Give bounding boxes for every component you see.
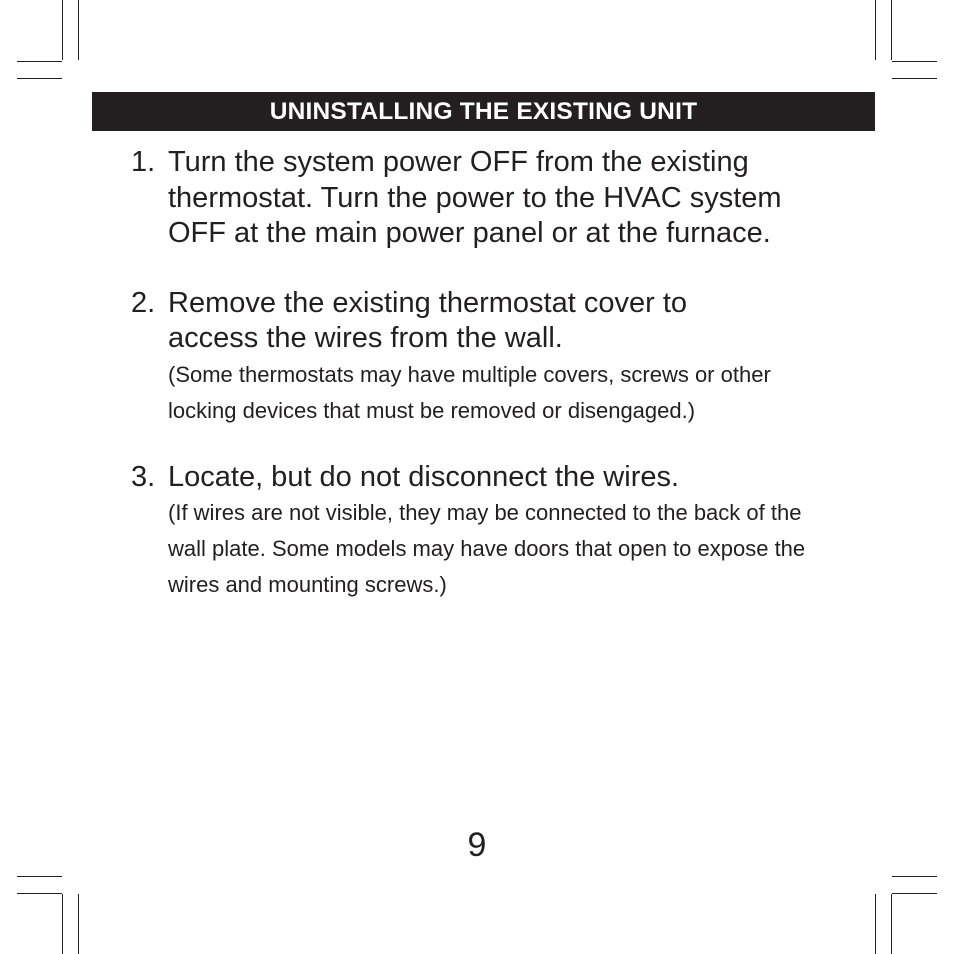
step-text: Turn the system power OFF from the existing thermostat. Turn the power to the HVAC system OFF at the main power panel or at the furnace. xyxy=(168,146,782,249)
instruction-step xyxy=(131,286,831,429)
instruction-step xyxy=(131,460,831,604)
step-note: (Some thermostats may have multiple covers, screws or other locking devices that must be removed or disengaged.) xyxy=(168,361,771,423)
step-number: 1. xyxy=(131,146,156,178)
crop-mark xyxy=(875,0,876,60)
step-body xyxy=(168,145,831,252)
crop-mark xyxy=(78,894,79,954)
instruction-list xyxy=(131,145,831,637)
step-text: Locate, but do not disconnect the wires. xyxy=(168,460,680,493)
crop-mark xyxy=(875,894,876,954)
crop-mark xyxy=(892,61,937,62)
crop-mark xyxy=(892,78,937,79)
crop-mark xyxy=(62,0,63,60)
instruction-step xyxy=(131,145,831,252)
crop-mark xyxy=(78,0,79,60)
step-note: (If wires are not visible, they may be connected to the back of the wall plate. Some models may have doors that open to expose the wires and mounting screws.) xyxy=(168,500,806,597)
step-body xyxy=(168,286,831,429)
crop-mark xyxy=(62,894,63,954)
section-title: UNINSTALLING THE EXISTING UNIT xyxy=(269,98,698,125)
section-header-bar xyxy=(92,92,875,131)
step-body xyxy=(168,460,831,604)
crop-mark xyxy=(17,893,62,894)
crop-mark xyxy=(17,61,62,62)
step-text: Remove the existing thermostat cover to access the wires from the wall. xyxy=(168,286,688,354)
step-number: 2. xyxy=(131,286,156,319)
crop-mark xyxy=(892,876,937,877)
page-number: 9 xyxy=(467,826,487,864)
crop-mark xyxy=(892,893,937,894)
crop-mark xyxy=(17,876,62,877)
crop-mark xyxy=(891,894,892,954)
step-number: 3. xyxy=(131,460,156,493)
crop-mark xyxy=(17,78,62,79)
crop-mark xyxy=(891,0,892,60)
